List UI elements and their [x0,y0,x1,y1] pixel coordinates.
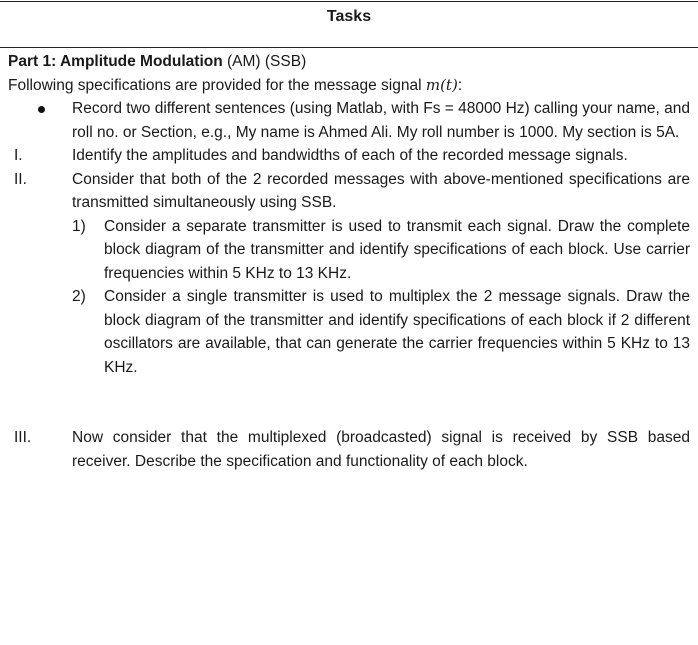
document-body [8,50,690,473]
tasks-title: Tasks [326,8,372,25]
task-marker-2: II. [14,170,27,188]
subtask-marker-1: 1) [72,217,86,235]
task-text-2: Consider that both of the 2 recorded messages with above-mentioned specifications are transmitted simultaneously using SSB. [72,170,690,211]
subtask-item-1 [8,215,690,286]
task-marker-1: I. [14,147,23,164]
subtask-text-2: Consider a single transmitter is used to multiplex the 2 message signals. Draw the block diagram of the transmitter and identify specifications of each block if 2 different oscillators are available, that can generate the carrier frequencies within 5 KHz to 13 KHz. [104,288,690,376]
task-item-1 [8,144,690,168]
bullet-text: Record two different sentences (using Matlab, with Fs = 48000 Hz) calling your name, and roll no. or Section, e.g., My name is Ahmed Ali. My roll number is 1000. My section is 5A. [72,100,690,141]
top-border-line [0,1,698,2]
task-item-2 [8,168,690,215]
intro-colon: : [457,76,463,94]
part1-heading-rest: (AM) (SSB) [222,53,307,70]
bullet-item [8,97,690,144]
message-signal-math: m(t) [425,75,458,94]
task-text-3: Now consider that the multiplexed (broadcasted) signal is received by SSB based receiver. Describe the specification and functionality of each block. [72,429,690,470]
intro-text: Following specifications are provided for the message signal [8,76,426,94]
tasks-divider [0,47,698,48]
task-marker-3: III. [14,429,32,446]
part1-heading [8,50,690,74]
task-item-3 [8,426,690,473]
intro-paragraph [8,74,690,98]
spacer [8,379,690,426]
subtask-text-1: Consider a separate transmitter is used to transmit each signal. Draw the complete block diagram of the transmitter and identify specifications of each block. Use carrier frequencies within 5 KHz to 13 KHz. [104,217,690,282]
task-text-1: Identify the amplitudes and bandwidths of each of the recorded message signals. [72,147,628,164]
part1-heading-bold: Part 1: Amplitude Modulation [8,53,223,70]
subtask-marker-2: 2) [72,288,86,305]
subtask-item-2 [8,285,690,379]
bullet-icon [38,106,45,113]
